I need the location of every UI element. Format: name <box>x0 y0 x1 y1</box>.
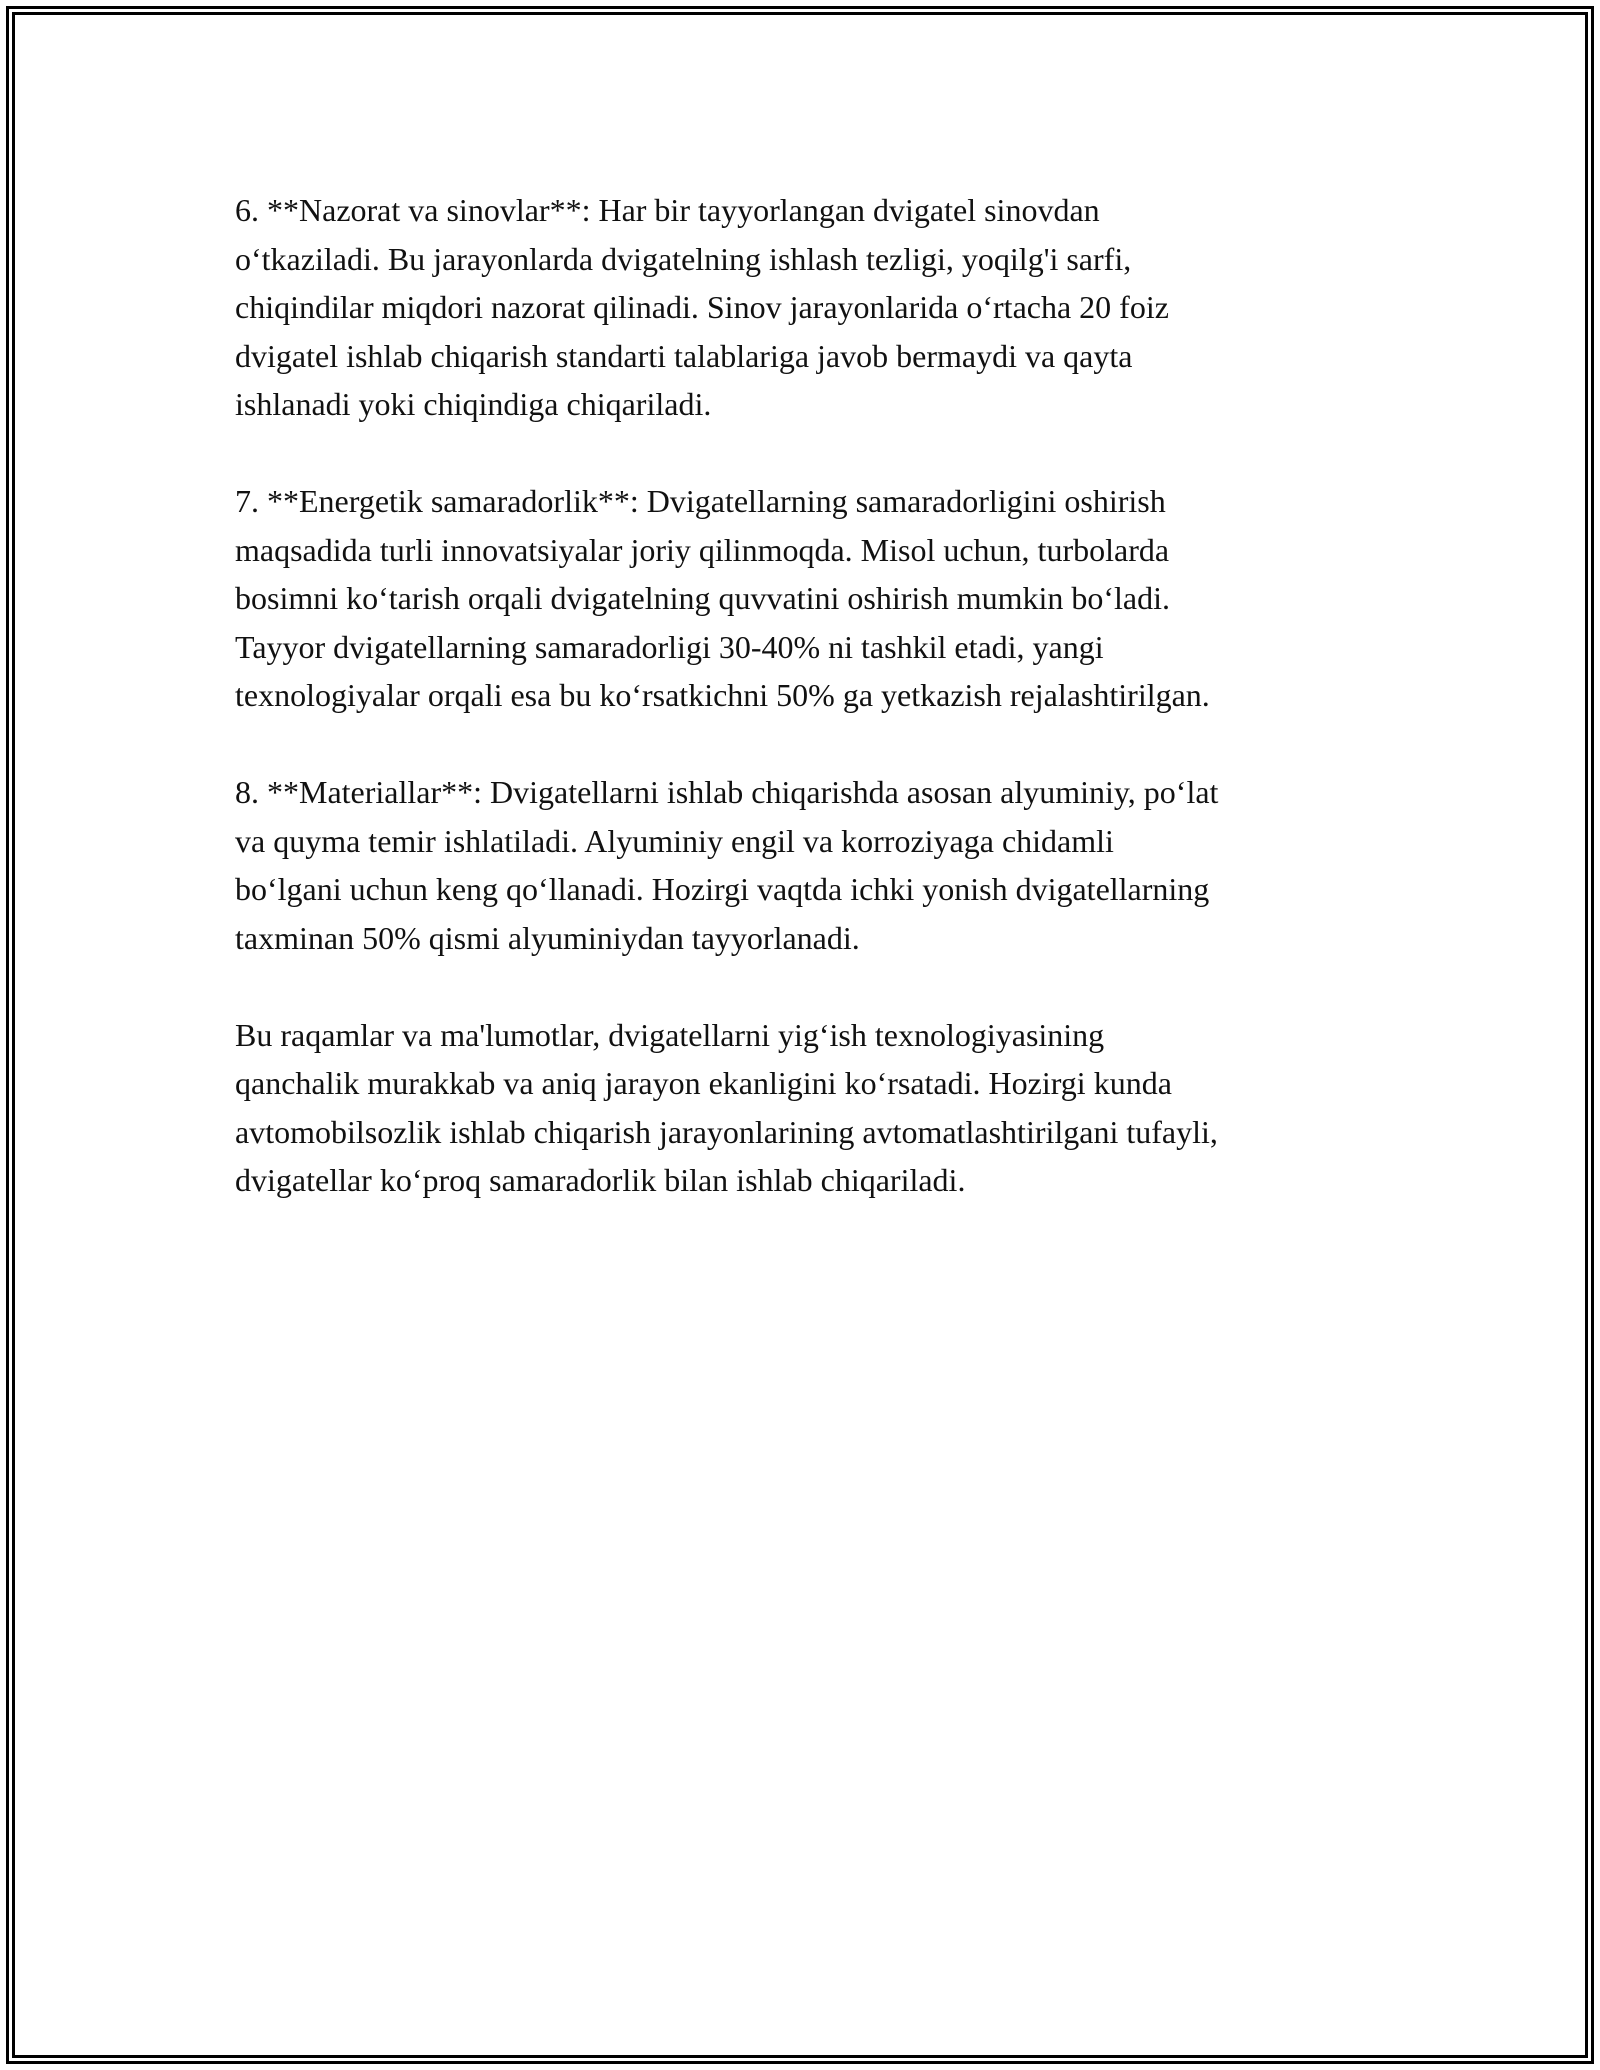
text-line: bo‘lgani uchun keng qo‘llanadi. Hozirgi vaqtda ichki yonish dvigatellarning <box>235 871 1210 907</box>
paragraph-conclusion <box>235 1011 1385 1205</box>
text-line: texnologiyalar orqali esa bu ko‘rsatkichni 50% ga yetkazish rejalashtirilgan. <box>235 677 1210 713</box>
text-line: avtomobilsozlik ishlab chiqarish jarayonlarining avtomatlashtirilgani tufayli, <box>235 1113 1218 1150</box>
text-line: chiqindilar miqdori nazorat qilinadi. Sinov jarayonlarida o‘rtacha 20 foiz <box>235 289 1169 325</box>
document-body <box>235 186 1385 1253</box>
text-line: dvigatellar ko‘proq samaradorlik bilan ishlab chiqariladi. <box>235 1162 966 1198</box>
text-line: Tayyor dvigatellarning samaradorligi 30-40% ni tashkil etadi, yangi <box>235 628 1104 665</box>
text-line: 8. **Materiallar**: Dvigatellarni ishlab chiqarishda asosan alyuminiy, po‘lat <box>235 774 1219 810</box>
text-line: maqsadida turli innovatsiyalar joriy qilinmoqda. Misol uchun, turbolarda <box>235 531 1170 568</box>
paragraph-materiallar <box>235 768 1385 962</box>
text-line: dvigatel ishlab chiqarish standarti talablariga javob bermaydi va qayta <box>235 337 1133 374</box>
paragraph-energetik-samaradorlik <box>235 477 1385 720</box>
text-line: o‘tkaziladi. Bu jarayonlarda dvigatelning ishlash tezligi, yoqilg'i sarfi, <box>235 240 1132 277</box>
text-line: 6. **Nazorat va sinovlar**: Har bir tayyorlangan dvigatel sinovdan <box>235 192 1100 228</box>
text-line: va quyma temir ishlatiladi. Alyuminiy engil va korroziyaga chidamli <box>235 822 1114 859</box>
text-line: Bu raqamlar va ma'lumotlar, dvigatellarni yig‘ish texnologiyasining <box>235 1016 1105 1053</box>
text-line: qanchalik murakkab va aniq jarayon ekanligini ko‘rsatadi. Hozirgi kunda <box>235 1065 1172 1101</box>
paragraph-nazorat-va-sinovlar <box>235 186 1385 429</box>
text-line: bosimni ko‘tarish orqali dvigatelning quvvatini oshirish mumkin bo‘ladi. <box>235 580 1171 616</box>
text-line: taxminan 50% qismi alyuminiydan tayyorlanadi. <box>235 919 860 956</box>
text-line: ishlanadi yoki chiqindiga chiqariladi. <box>235 386 712 422</box>
text-line: 7. **Energetik samaradorlik**: Dvigatellarning samaradorligini oshirish <box>235 483 1166 519</box>
